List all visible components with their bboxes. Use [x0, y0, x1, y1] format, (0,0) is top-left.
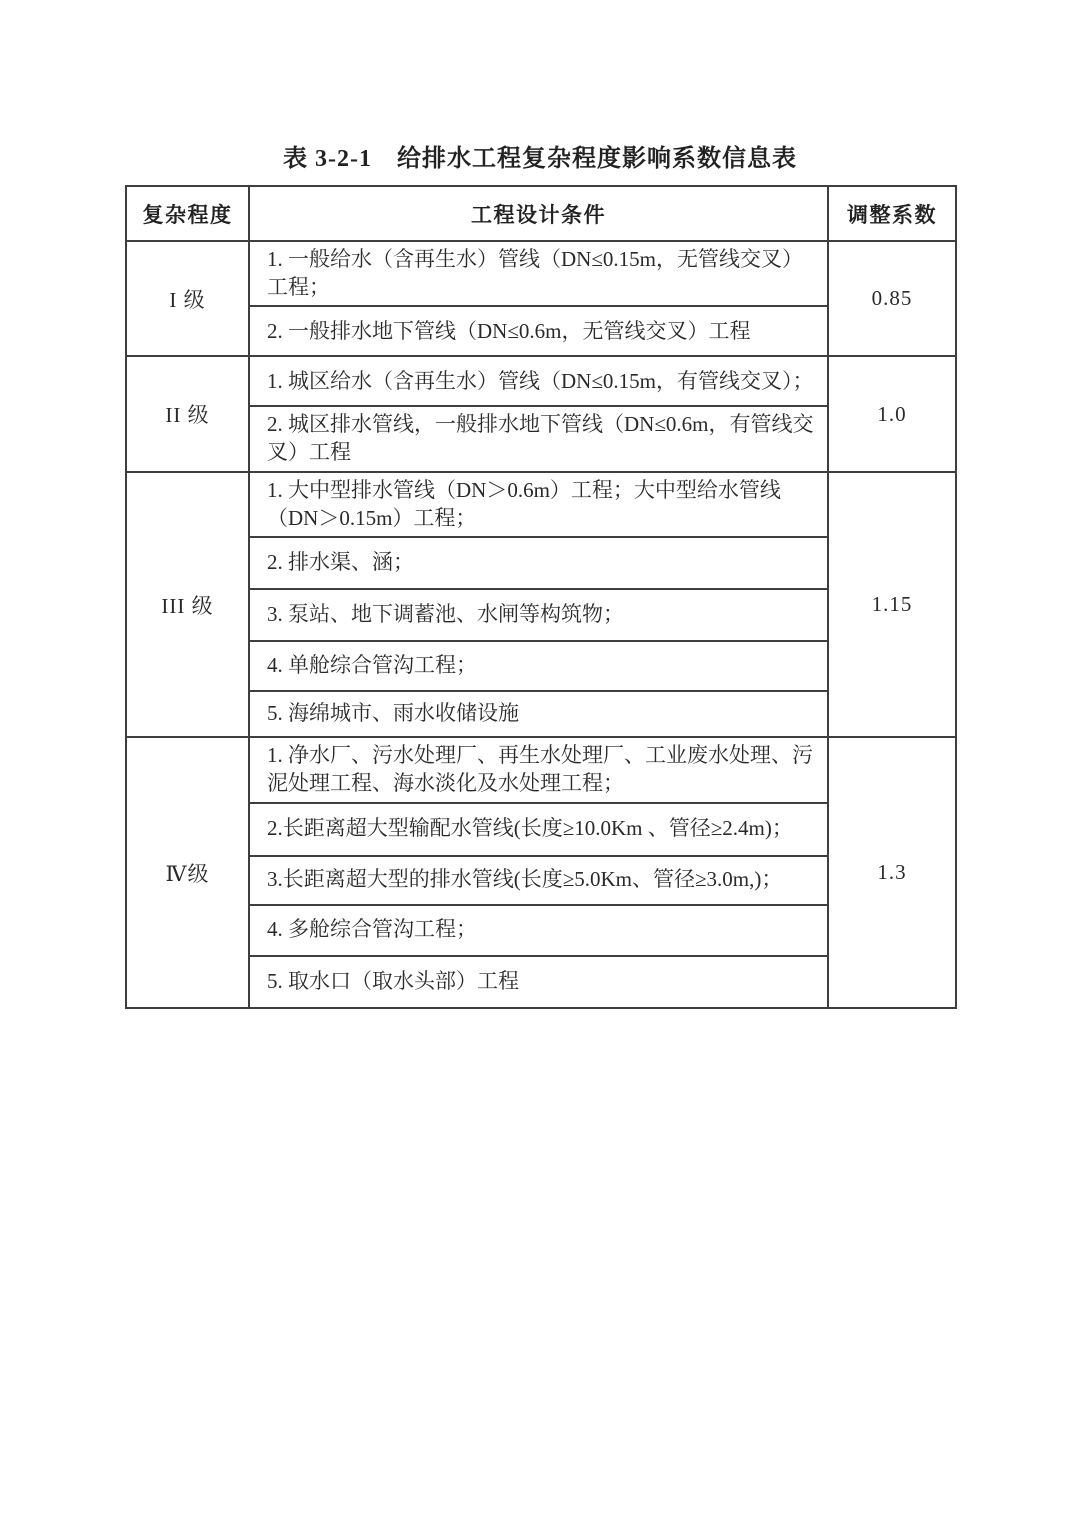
complexity-coefficient-table	[125, 185, 957, 1009]
coefficient-cell-2: 1.0	[828, 356, 956, 471]
condition-cell: 2.长距离超大型输配水管线(长度≥10.0Km 、管径≥2.4m)；	[249, 803, 828, 856]
header-adjust-coefficient: 调整系数	[828, 186, 956, 241]
table-row	[126, 356, 956, 406]
table-row	[126, 737, 956, 802]
table-row	[126, 241, 956, 306]
condition-cell: 3.长距离超大型的排水管线(长度≥5.0Km、管径≥3.0m,)；	[249, 856, 828, 905]
condition-cell: 1. 净水厂、污水处理厂、再生水处理厂、工业废水处理、污泥处理工程、海水淡化及水处理工程；	[249, 737, 828, 802]
header-row	[126, 186, 956, 241]
level-cell-4: Ⅳ级	[126, 737, 249, 1007]
condition-cell: 1. 城区给水（含再生水）管线（DN≤0.15m，有管线交叉）；	[249, 356, 828, 406]
condition-cell: 4. 单舱综合管沟工程；	[249, 641, 828, 691]
level-cell-2: II 级	[126, 356, 249, 471]
header-design-conditions: 工程设计条件	[249, 186, 828, 241]
coefficient-cell-3: 1.15	[828, 472, 956, 737]
header-complexity-level: 复杂程度	[126, 186, 249, 241]
coefficient-cell-4: 1.3	[828, 737, 956, 1007]
condition-cell: 2. 城区排水管线，一般排水地下管线（DN≤0.6m，有管线交叉）工程	[249, 406, 828, 471]
condition-cell: 4. 多舱综合管沟工程；	[249, 905, 828, 956]
condition-cell: 5. 取水口（取水头部）工程	[249, 956, 828, 1008]
level-cell-1: I 级	[126, 241, 249, 356]
table-header	[126, 186, 956, 241]
condition-cell: 3. 泵站、地下调蓄池、水闸等构筑物；	[249, 589, 828, 641]
level-cell-3: III 级	[126, 472, 249, 737]
condition-cell: 2. 一般排水地下管线（DN≤0.6m，无管线交叉）工程	[249, 306, 828, 356]
table-body	[126, 241, 956, 1008]
table-title: 表 3-2-1 给排水工程复杂程度影响系数信息表	[283, 146, 797, 172]
condition-cell: 5. 海绵城市、雨水收储设施	[249, 691, 828, 737]
condition-cell: 2. 排水渠、涵；	[249, 537, 828, 589]
condition-cell: 1. 大中型排水管线（DN＞0.6m）工程；大中型给水管线（DN＞0.15m）工程；	[249, 472, 828, 537]
coefficient-cell-1: 0.85	[828, 241, 956, 356]
condition-cell: 1. 一般给水（含再生水）管线（DN≤0.15m，无管线交叉）工程；	[249, 241, 828, 306]
table-row	[126, 472, 956, 537]
